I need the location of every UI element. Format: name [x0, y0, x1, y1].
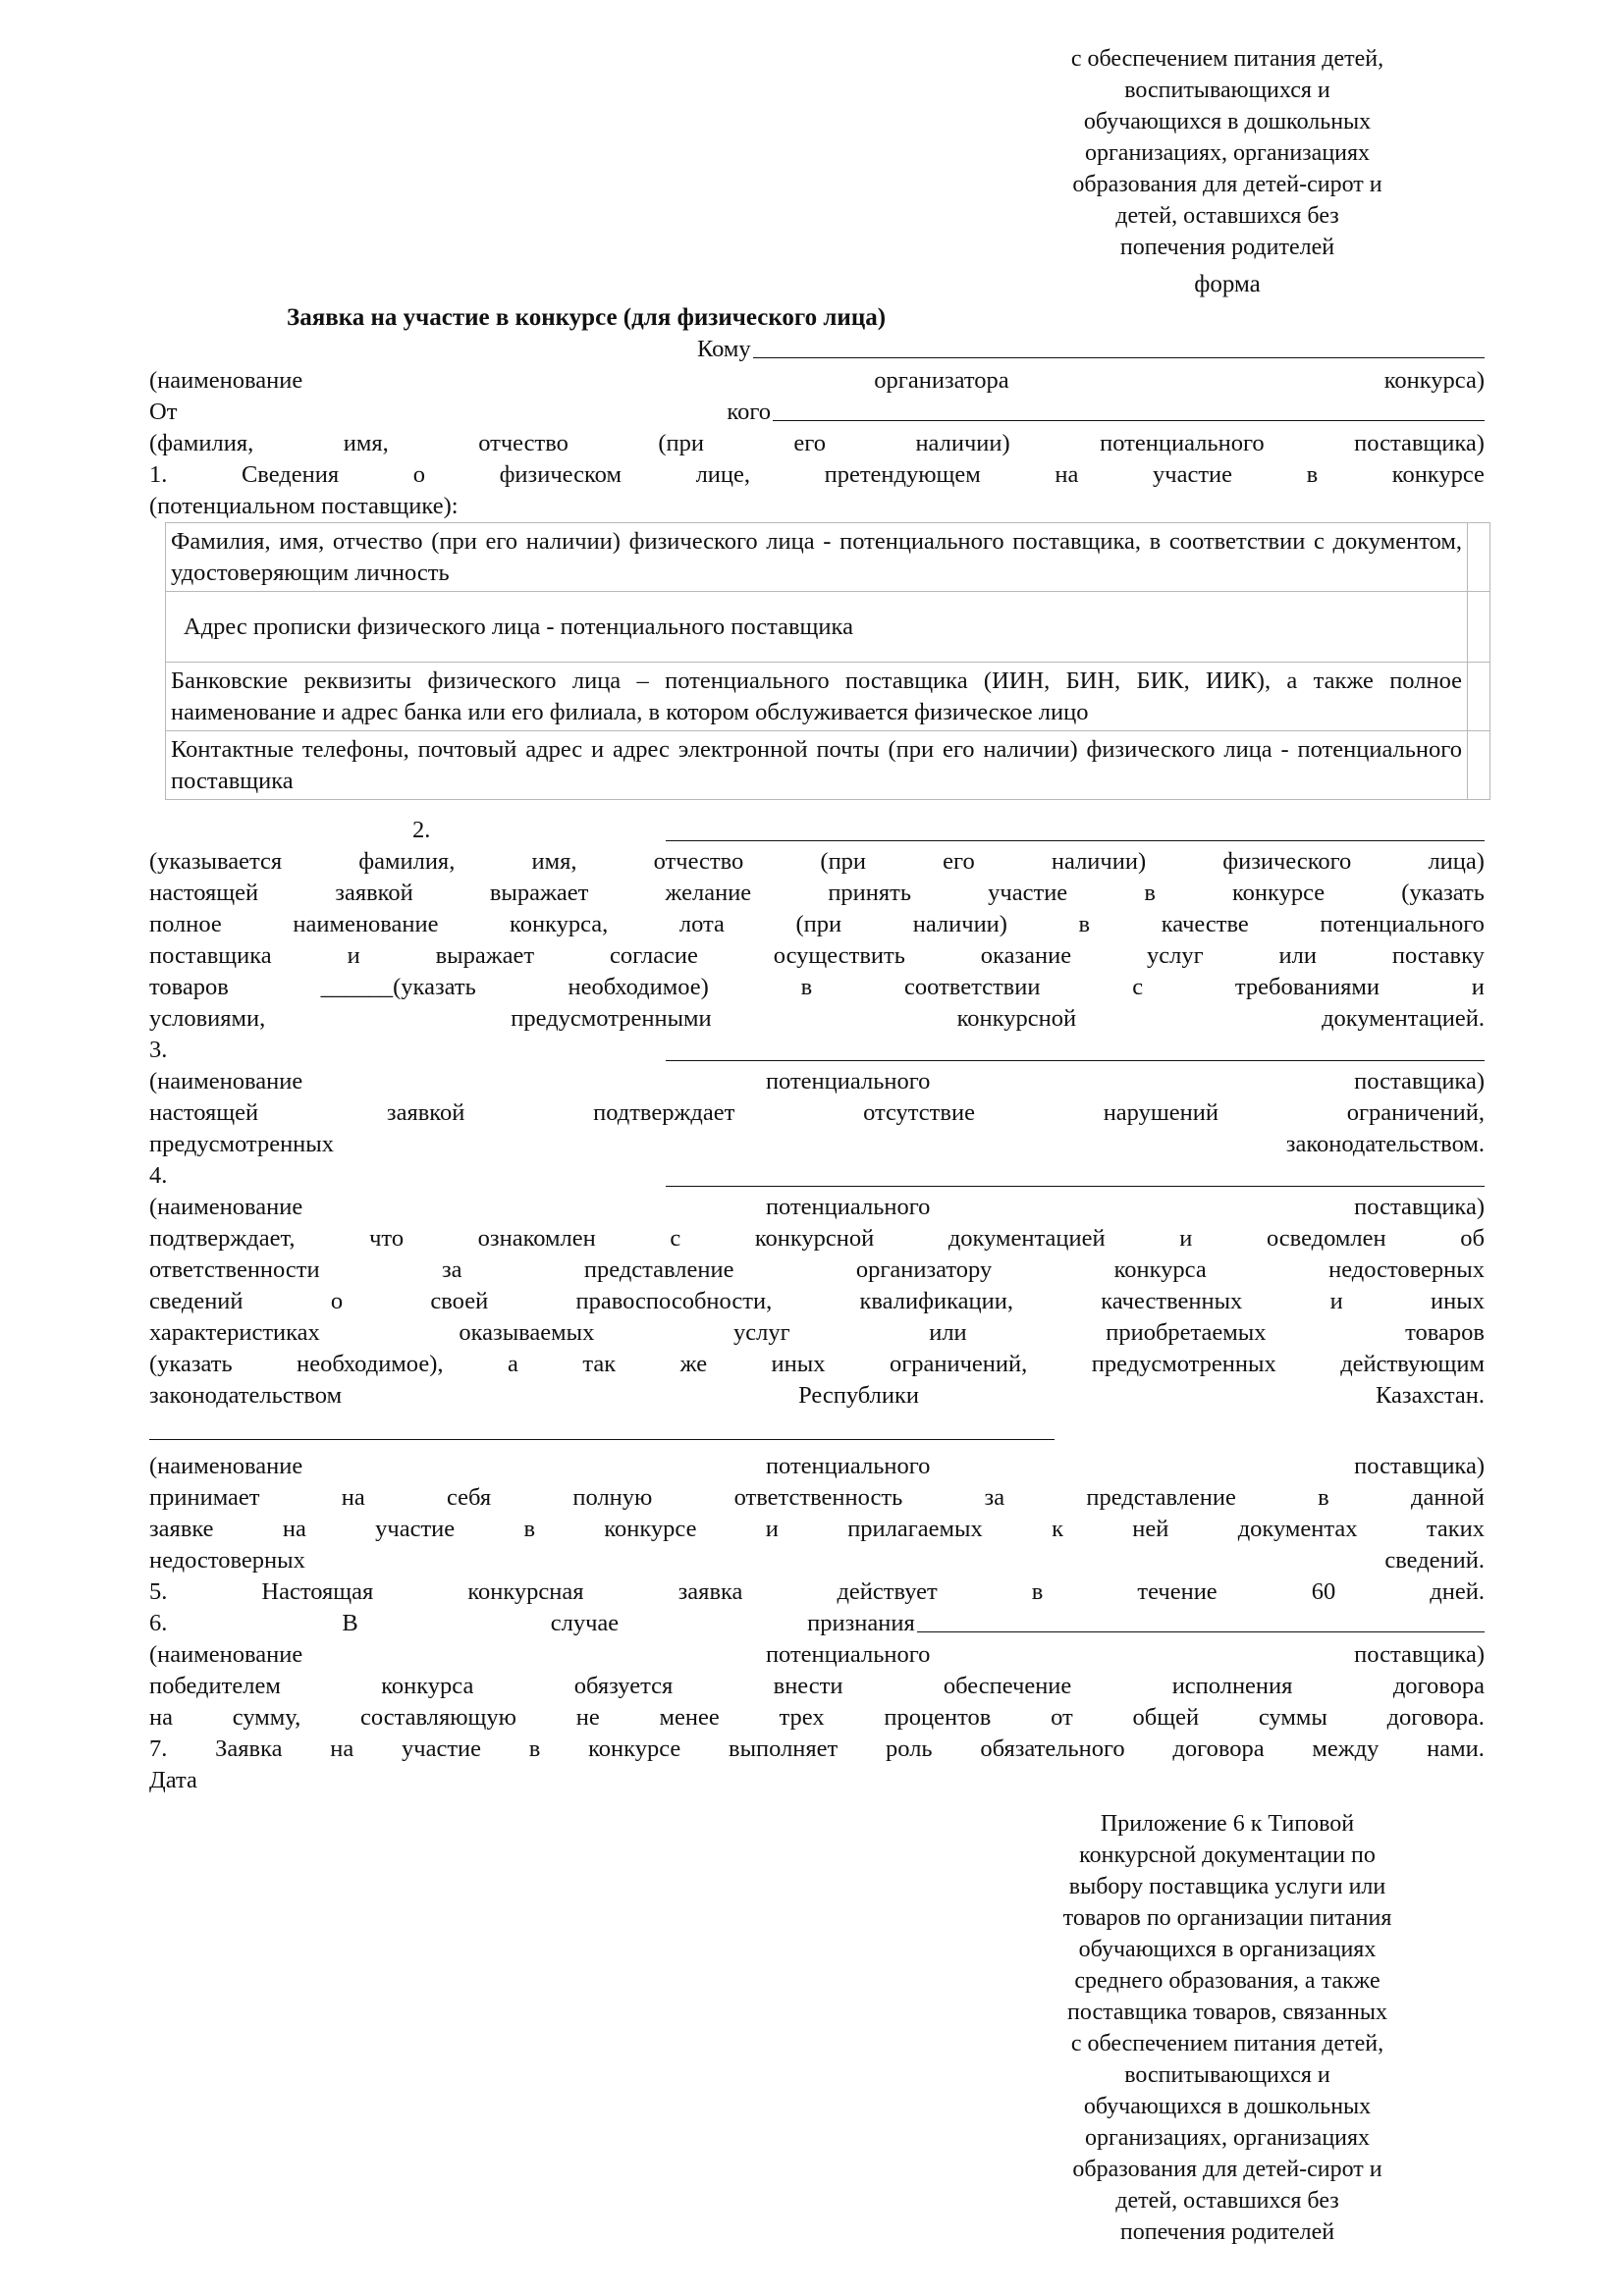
word: конкурса: [1113, 1256, 1207, 1283]
word: за: [441, 1256, 462, 1283]
word: принимает: [149, 1484, 260, 1511]
table-cell-label: Адрес прописки физического лица - потенциального поставщика: [166, 592, 1468, 663]
caption-word: (наименование: [149, 1194, 303, 1220]
caption-word: потенциального: [765, 1068, 931, 1095]
komu-caption: [149, 365, 1485, 397]
word: и: [765, 1516, 779, 1542]
caption-word: потенциального: [1100, 430, 1265, 456]
word: отчество: [653, 848, 744, 875]
section-3-line: [149, 1129, 1485, 1160]
word: в: [528, 1735, 541, 1762]
responsibility-fill-line[interactable]: [149, 1439, 1055, 1440]
word: настоящей: [149, 1099, 259, 1126]
table-cell-value[interactable]: [1468, 663, 1490, 731]
word: участие: [402, 1735, 482, 1762]
word: 5.: [149, 1578, 168, 1605]
top-right-header-block: [992, 43, 1463, 263]
word: о: [412, 461, 425, 488]
section-4-line: [149, 1380, 1485, 1412]
word: менее: [659, 1704, 720, 1731]
word: потенциального: [1320, 911, 1485, 937]
caption-word: организатора: [874, 367, 1009, 394]
word: соответствии: [904, 974, 1041, 1000]
word: обязуется: [573, 1673, 674, 1699]
word: оказание: [980, 942, 1072, 969]
section-4-number: 4.: [149, 1162, 168, 1189]
caption-word: поставщика): [1354, 1641, 1485, 1668]
table-cell-label: Контактные телефоны, почтовый адрес и адрес электронной почты (при его наличии) физического лица - потенциального поставщика: [166, 731, 1468, 800]
word: 1.: [149, 461, 168, 488]
section-6-fill-line[interactable]: [917, 1608, 1485, 1632]
word: (при: [820, 848, 867, 875]
word: на: [149, 1704, 173, 1731]
word: трех: [779, 1704, 825, 1731]
caption-word: поставщика): [1354, 1194, 1485, 1220]
word: предусмотренных: [149, 1131, 334, 1157]
word: (при: [795, 911, 842, 937]
document-title: Заявка на участие в конкурсе (для физического лица): [287, 304, 887, 331]
header-line: детей, оставшихся без: [1115, 203, 1339, 229]
ot-kogo-fill-line[interactable]: [773, 397, 1485, 421]
table-cell-value[interactable]: [1468, 523, 1490, 592]
responsibility-line: [149, 1545, 1485, 1576]
word: представление: [583, 1256, 734, 1283]
word: лица): [1428, 848, 1485, 875]
caption-word: (при: [658, 430, 704, 456]
appendix-line: детей, оставшихся без: [1115, 2188, 1339, 2214]
word: требованиями: [1234, 974, 1380, 1000]
komu-fill-line[interactable]: [753, 334, 1485, 358]
word: конкурса,: [510, 911, 609, 937]
responsibility-line: [149, 1514, 1485, 1545]
word: своей: [430, 1288, 489, 1314]
word: на: [282, 1516, 306, 1542]
word: участие: [1153, 461, 1233, 488]
section-4-line: [149, 1317, 1485, 1349]
word: законодательством.: [1285, 1131, 1485, 1157]
word: заявке: [149, 1516, 214, 1542]
word: подтверждает,: [149, 1225, 296, 1252]
header-line: с обеспечением питания детей,: [1070, 46, 1384, 72]
responsibility-caption: [149, 1451, 1485, 1482]
section-1-heading: [149, 459, 1485, 491]
word: претендующем: [824, 461, 981, 488]
word: или: [929, 1319, 967, 1346]
word: услуг: [732, 1319, 790, 1346]
word: его: [943, 848, 975, 875]
word: победителем: [149, 1673, 281, 1699]
caption-word: (наименование: [149, 1453, 303, 1479]
header-line: образования для детей-сирот и: [1072, 172, 1382, 197]
word: наличии): [1051, 848, 1147, 875]
header-line: воспитывающихся и: [1124, 78, 1330, 103]
table-row: [166, 592, 1490, 663]
section-3-fill-line[interactable]: [666, 1060, 1485, 1061]
word: (указать: [149, 1351, 233, 1377]
table-cell-label: Фамилия, имя, отчество (при его наличии) физического лица - потенциального поставщика, в соответствии с документом, удостоверяющим личность: [166, 523, 1468, 592]
appendix-line: с обеспечением питания детей,: [1070, 2031, 1384, 2056]
supplier-info-table: [165, 522, 1490, 800]
section-3-number: 3.: [149, 1037, 168, 1063]
appendix-line: организациях, организациях: [1084, 2125, 1371, 2151]
section-6-caption: [149, 1639, 1485, 1671]
word: роль: [886, 1735, 933, 1762]
caption-word: (наименование: [149, 367, 303, 394]
word: с: [1132, 974, 1144, 1000]
word: договора: [1172, 1735, 1265, 1762]
word: себя: [447, 1484, 492, 1511]
word: от: [1051, 1704, 1073, 1731]
caption-word: (наименование: [149, 1068, 303, 1095]
word: правоспособности,: [575, 1288, 773, 1314]
word: в: [523, 1516, 536, 1542]
word: в: [800, 974, 813, 1000]
word: и: [347, 942, 360, 969]
word: поставщика: [149, 942, 272, 969]
komu-line: [697, 334, 1485, 365]
section-2-line: [149, 972, 1485, 1003]
caption-word: отчество: [478, 430, 568, 456]
word: фамилия,: [358, 848, 456, 875]
ot-kogo-caption: [149, 428, 1485, 459]
section-4-line: [149, 1349, 1485, 1380]
section-2-line: [149, 909, 1485, 940]
word: ответственности: [149, 1256, 320, 1283]
table-cell-label: Банковские реквизиты физического лица – потенциального поставщика (ИИН, БИН, БИК, ИИК), а также полное наименование и адрес банка или его филиала, в котором обслуживается физическое лицо: [166, 663, 1468, 731]
word: участие: [375, 1516, 456, 1542]
word: участие: [988, 880, 1068, 906]
word: документацией.: [1322, 1005, 1485, 1032]
word: не: [575, 1704, 600, 1731]
word: в: [1306, 461, 1319, 488]
word: необходимое): [568, 974, 709, 1000]
appendix-line: конкурсной документации по: [1079, 1842, 1376, 1868]
word: документах: [1237, 1516, 1358, 1542]
caption-word: наличии): [915, 430, 1010, 456]
word: и: [1179, 1225, 1193, 1252]
word: желание: [665, 880, 752, 906]
word: документацией: [947, 1225, 1106, 1252]
word: ограничений,: [889, 1351, 1028, 1377]
word: условиями,: [149, 1005, 266, 1032]
word: предусмотренных: [1091, 1351, 1276, 1377]
word: услуг: [1146, 942, 1204, 969]
word: осведомлен: [1266, 1225, 1386, 1252]
word: физическом: [499, 461, 622, 488]
word: полное: [149, 911, 222, 937]
word: приобретаемых: [1106, 1319, 1267, 1346]
word: в: [1318, 1484, 1329, 1511]
section-2-line: [149, 878, 1485, 909]
word: лице,: [695, 461, 751, 488]
appendix-line: воспитывающихся и: [1124, 2062, 1330, 2088]
ot-kogo-line: [149, 397, 1485, 428]
word: действует: [837, 1578, 938, 1605]
word: конкурсной: [956, 1005, 1077, 1032]
word: имя,: [531, 848, 577, 875]
section-7: [149, 1734, 1485, 1765]
section-4-line: [149, 1255, 1485, 1286]
word: согласие: [609, 942, 698, 969]
word: качественных: [1101, 1288, 1243, 1314]
word: поставку: [1391, 942, 1485, 969]
section-2-line: [149, 846, 1485, 878]
word: обязательного: [980, 1735, 1125, 1762]
word: между: [1312, 1735, 1380, 1762]
appendix-line: образования для детей-сирот и: [1072, 2157, 1382, 2182]
responsibility-line: [149, 1482, 1485, 1514]
word: с: [670, 1225, 681, 1252]
word: Республики: [798, 1382, 919, 1409]
word: Настоящая: [261, 1578, 374, 1605]
word: конкурсе: [1232, 880, 1326, 906]
word: 7.: [149, 1735, 168, 1762]
word: полную: [572, 1484, 653, 1511]
word: ______(указать: [320, 974, 476, 1000]
caption-word: (фамилия,: [149, 430, 254, 456]
word: заявкой: [386, 1099, 465, 1126]
word: ограничений,: [1346, 1099, 1485, 1126]
word: товаров: [1405, 1319, 1485, 1346]
word: необходимое),: [297, 1351, 444, 1377]
section-2-line: [149, 1003, 1485, 1035]
word: и: [1471, 974, 1485, 1000]
word: ней: [1132, 1516, 1169, 1542]
caption-word: потенциального: [765, 1194, 931, 1220]
word: осуществить: [773, 942, 905, 969]
word: действующим: [1340, 1351, 1485, 1377]
word: наличии): [912, 911, 1007, 937]
word: что: [369, 1225, 405, 1252]
caption-word: поставщика): [1354, 1453, 1485, 1479]
word: конкурсной: [754, 1225, 875, 1252]
word: Казахстан.: [1376, 1382, 1485, 1409]
word: сумму,: [232, 1704, 301, 1731]
word: нами.: [1427, 1735, 1485, 1762]
caption-word: потенциального: [765, 1641, 931, 1668]
section-6-line: [149, 1671, 1485, 1702]
word: организатору: [855, 1256, 993, 1283]
kogo-label: кого: [727, 399, 772, 425]
word: за: [984, 1484, 1005, 1511]
word: суммы: [1258, 1704, 1327, 1731]
header-line: организациях, организациях: [1084, 140, 1371, 166]
word: предусмотренными: [511, 1005, 712, 1032]
word: (указывается: [149, 848, 283, 875]
word: оказываемых: [459, 1319, 595, 1346]
appendix-line: обучающихся в организациях: [1078, 1937, 1377, 1962]
word: конкурсная: [467, 1578, 584, 1605]
ot-label: От: [149, 399, 178, 425]
caption-word: его: [793, 430, 826, 456]
word: договора: [1392, 1673, 1485, 1699]
word: квалификации,: [859, 1288, 1013, 1314]
word: дней.: [1430, 1578, 1485, 1605]
table-row: [166, 731, 1490, 800]
appendix-line: товаров по организации питания: [1062, 1905, 1392, 1931]
section-1-heading-cont: (потенциальном поставщике):: [149, 493, 459, 519]
word: сведений: [149, 1288, 244, 1314]
table-cell-value[interactable]: [1468, 731, 1490, 800]
section-4-caption: [149, 1192, 1485, 1223]
word: подтверждает: [593, 1099, 735, 1126]
word: отсутствие: [863, 1099, 975, 1126]
word: конкурсе: [588, 1735, 681, 1762]
header-line: попечения родителей: [1119, 235, 1335, 260]
section-3-caption: [149, 1066, 1485, 1097]
word: же: [679, 1351, 708, 1377]
table-cell-value[interactable]: [1468, 592, 1490, 663]
section-4-line: [149, 1223, 1485, 1255]
section-6-line: [149, 1702, 1485, 1734]
word: исполнения: [1171, 1673, 1293, 1699]
word: к: [1052, 1516, 1063, 1542]
word: выполняет: [729, 1735, 839, 1762]
word: на: [341, 1484, 365, 1511]
word: на: [330, 1735, 354, 1762]
section-6-line: [149, 1608, 1485, 1639]
word: законодательством: [149, 1382, 343, 1409]
appendix-line: Приложение 6 к Типовой: [1100, 1811, 1355, 1837]
word: физического: [1222, 848, 1352, 875]
komu-label: Кому: [697, 336, 751, 362]
word: Заявка: [215, 1735, 283, 1762]
word: конкурсе: [604, 1516, 697, 1542]
word: товаров: [149, 974, 229, 1000]
word: внести: [773, 1673, 843, 1699]
caption-word: поставщика): [1354, 1068, 1485, 1095]
word: ознакомлен: [477, 1225, 596, 1252]
word: иных: [1431, 1288, 1485, 1314]
word: так: [582, 1351, 617, 1377]
word: в: [1031, 1578, 1044, 1605]
word: иных: [771, 1351, 826, 1377]
word: договора.: [1386, 1704, 1485, 1731]
word: настоящей: [149, 880, 259, 906]
word: составляющую: [359, 1704, 516, 1731]
section-2-number: 2.: [412, 817, 431, 843]
table-row: [166, 523, 1490, 592]
word: характеристиках: [149, 1319, 320, 1346]
word: обеспечение: [943, 1673, 1072, 1699]
word: на: [1055, 461, 1079, 488]
word: принять: [828, 880, 912, 906]
word: течение: [1137, 1578, 1218, 1605]
caption-word: конкурса): [1383, 367, 1485, 394]
caption-word: имя,: [343, 430, 389, 456]
word: качестве: [1161, 911, 1249, 937]
word: о: [330, 1288, 344, 1314]
form-label: форма: [1194, 271, 1261, 297]
word: выражает: [489, 880, 589, 906]
caption-word: (наименование: [149, 1641, 303, 1668]
word: 60: [1311, 1578, 1336, 1605]
word: заявкой: [335, 880, 413, 906]
word: а: [507, 1351, 518, 1377]
word: таких: [1426, 1516, 1485, 1542]
appendix-line: поставщика товаров, связанных: [1067, 2000, 1387, 2025]
word: ответственность: [733, 1484, 903, 1511]
word: нарушений: [1103, 1099, 1218, 1126]
word: сведений.: [1384, 1547, 1485, 1574]
appendix-line: выбору поставщика услуги или: [1068, 1874, 1386, 1899]
section-5: [149, 1576, 1485, 1608]
word: общей: [1132, 1704, 1200, 1731]
caption-word: потенциального: [765, 1453, 931, 1479]
word: выражает: [435, 942, 535, 969]
section-4-line: [149, 1286, 1485, 1317]
header-line: обучающихся в дошкольных: [1083, 109, 1372, 134]
word: Сведения: [241, 461, 340, 488]
word: конкурса: [381, 1673, 474, 1699]
appendix-header-block: [992, 1808, 1463, 2248]
word: наименование: [293, 911, 439, 937]
word: в: [1078, 911, 1091, 937]
date-label: Дата: [149, 1767, 197, 1793]
appendix-line: обучающихся в дошкольных: [1083, 2094, 1372, 2119]
word: В: [342, 1610, 358, 1636]
word: в: [1144, 880, 1156, 906]
word: процентов: [884, 1704, 992, 1731]
section-2-fill-line[interactable]: [666, 840, 1485, 841]
word: (указать: [1401, 880, 1485, 906]
word: представление: [1086, 1484, 1236, 1511]
word: лота: [678, 911, 725, 937]
section-2-line: [149, 940, 1485, 972]
caption-word: поставщика): [1354, 430, 1485, 456]
word: случае: [550, 1610, 620, 1636]
word: 6.: [149, 1610, 168, 1636]
word: и: [1329, 1288, 1343, 1314]
word: данной: [1410, 1484, 1485, 1511]
word: недостоверных: [149, 1547, 305, 1574]
word: конкурсе: [1391, 461, 1485, 488]
word: признания: [807, 1610, 915, 1636]
word: недостоверных: [1328, 1256, 1485, 1283]
appendix-line: попечения родителей: [1119, 2219, 1335, 2245]
section-4-fill-line[interactable]: [666, 1186, 1485, 1187]
word: или: [1278, 942, 1317, 969]
word: заявка: [677, 1578, 743, 1605]
table-row: [166, 663, 1490, 731]
section-3-line: [149, 1097, 1485, 1129]
word: прилагаемых: [847, 1516, 983, 1542]
appendix-line: среднего образования, а также: [1074, 1968, 1380, 1994]
word: об: [1460, 1225, 1485, 1252]
